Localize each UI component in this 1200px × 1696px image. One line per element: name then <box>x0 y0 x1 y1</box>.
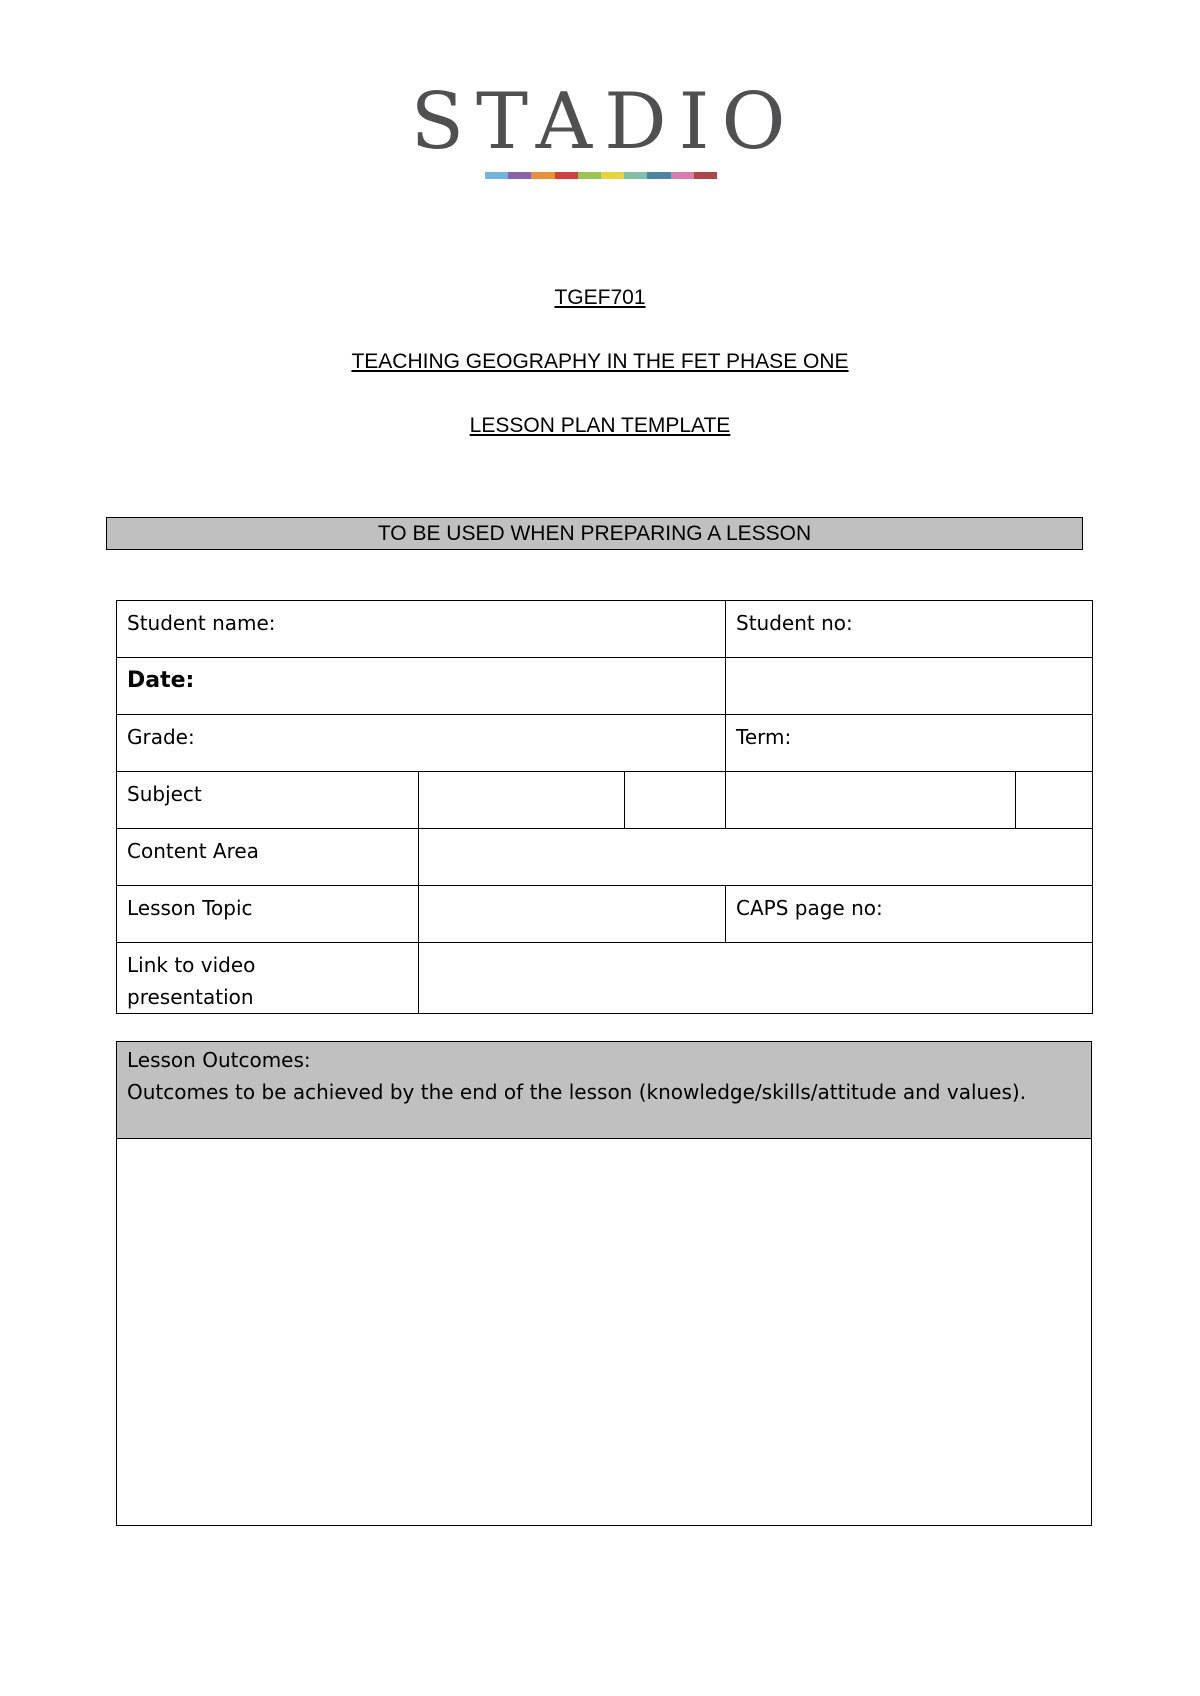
table-row <box>117 886 1093 943</box>
caps-page-field[interactable] <box>726 886 1093 943</box>
logo-color-strip <box>485 172 717 179</box>
table-row <box>117 715 1093 772</box>
subject-extra-field[interactable] <box>726 772 1016 829</box>
lesson-topic-field[interactable] <box>419 886 726 943</box>
subject-label: Subject <box>127 782 202 806</box>
student-no-field[interactable] <box>726 601 1093 658</box>
date-field[interactable] <box>117 658 726 715</box>
lesson-outcomes-header <box>117 1042 1091 1139</box>
video-link-label-cell <box>117 943 419 1014</box>
logo-stripe <box>624 172 647 179</box>
content-area-field[interactable] <box>419 829 1093 886</box>
subject-value-field[interactable] <box>419 772 625 829</box>
grade-field[interactable] <box>117 715 726 772</box>
logo-stripe <box>647 172 670 179</box>
lesson-outcomes-field[interactable] <box>117 1139 1091 1525</box>
table-row <box>117 601 1093 658</box>
lesson-topic-label: Lesson Topic <box>127 896 253 920</box>
logo-stripe <box>555 172 578 179</box>
empty-field[interactable] <box>726 658 1093 715</box>
instruction-banner: TO BE USED WHEN PREPARING A LESSON <box>106 517 1083 550</box>
term-label: Term: <box>736 725 792 749</box>
subject-extra-field[interactable] <box>625 772 726 829</box>
table-row <box>117 772 1093 829</box>
table-row <box>117 943 1093 1014</box>
document-title: LESSON PLAN TEMPLATE <box>469 414 731 437</box>
student-name-label: Student name: <box>127 611 276 635</box>
subject-extra-field[interactable] <box>1016 772 1093 829</box>
lesson-info-table <box>116 600 1093 1014</box>
date-label: Date: <box>127 668 195 693</box>
video-link-label-line2: presentation <box>127 985 254 1009</box>
video-link-field[interactable] <box>419 943 1093 1014</box>
student-name-field[interactable] <box>117 601 726 658</box>
logo-stripe <box>485 172 508 179</box>
lesson-outcomes-section <box>116 1041 1092 1526</box>
subject-label-cell <box>117 772 419 829</box>
lesson-outcomes-title: Lesson Outcomes: <box>127 1048 311 1072</box>
student-no-label: Student no: <box>736 611 853 635</box>
table-row <box>117 829 1093 886</box>
course-code: TGEF701 <box>554 286 646 309</box>
term-field[interactable] <box>726 715 1093 772</box>
content-area-label-cell <box>117 829 419 886</box>
logo-stripe <box>671 172 694 179</box>
lesson-outcomes-description: Outcomes to be achieved by the end of the lesson (knowledge/skills/attitude and values). <box>127 1080 1027 1104</box>
logo-stripe <box>531 172 554 179</box>
course-title: TEACHING GEOGRAPHY IN THE FET PHASE ONE <box>351 350 849 373</box>
grade-label: Grade: <box>127 725 195 749</box>
logo-stripe <box>508 172 531 179</box>
video-link-label-line1: Link to video <box>127 953 256 977</box>
stadio-logo: STADIO <box>410 77 798 167</box>
caps-page-label: CAPS page no: <box>736 896 883 920</box>
logo-stripe <box>694 172 717 179</box>
table-row <box>117 658 1093 715</box>
logo-stripe <box>578 172 601 179</box>
content-area-label: Content Area <box>127 839 259 863</box>
logo-stripe <box>601 172 624 179</box>
lesson-topic-label-cell <box>117 886 419 943</box>
